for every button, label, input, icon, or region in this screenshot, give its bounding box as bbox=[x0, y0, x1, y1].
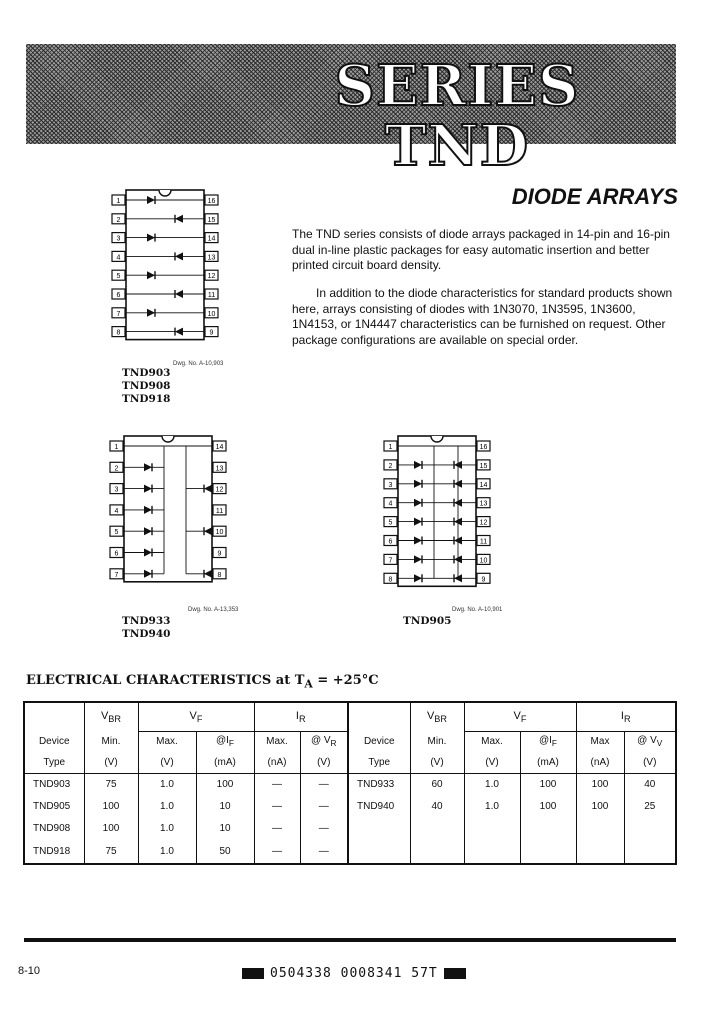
package-body bbox=[124, 436, 212, 582]
pin-number: 16 bbox=[207, 198, 216, 205]
page-number: 8-10 bbox=[18, 965, 41, 977]
pin-number: 8 bbox=[388, 576, 393, 584]
pin-number: 13 bbox=[215, 465, 224, 473]
diode-symbol bbox=[147, 196, 155, 204]
diode-symbol bbox=[414, 518, 422, 526]
pin-number: 10 bbox=[479, 557, 488, 565]
pin-number: 5 bbox=[388, 519, 393, 527]
drawing-number: Dwg. No. A-13,353 bbox=[188, 607, 239, 613]
diode-symbol bbox=[414, 480, 422, 488]
table-row: TND918 75 1.0 50 — — bbox=[24, 840, 676, 864]
intro-paragraph-1: The TND series consists of diode arrays packaged in 14-pin and 16-pin dual in-line plastic packages for easy automatic insertion and better printed circuit board density. bbox=[292, 227, 670, 272]
pin-number: 1 bbox=[114, 444, 119, 451]
diode-symbol bbox=[204, 485, 212, 493]
diode-symbol bbox=[414, 461, 422, 469]
table-row: TND908 100 1.0 10 — — bbox=[24, 818, 676, 840]
pin-number: 1 bbox=[388, 444, 393, 451]
diode-symbol bbox=[144, 506, 152, 514]
diode-symbol bbox=[204, 570, 212, 578]
package-diagram-tnd933 bbox=[108, 432, 228, 584]
diode-symbol bbox=[175, 215, 183, 223]
document-code: 0504338 0008341 57T bbox=[236, 966, 472, 981]
device-label: TND940 bbox=[122, 628, 171, 640]
pin-number: 14 bbox=[215, 444, 224, 451]
pin-number: 6 bbox=[388, 538, 393, 546]
device-label: TND903 bbox=[122, 367, 171, 379]
package-notch bbox=[431, 436, 443, 442]
block-mark bbox=[242, 968, 264, 979]
pin-number: 7 bbox=[116, 310, 121, 318]
device-labels-group-3 bbox=[403, 615, 451, 628]
section-title: DIODE ARRAYS bbox=[511, 184, 678, 209]
package-body bbox=[398, 436, 476, 586]
device-label: TND933 bbox=[122, 615, 171, 627]
pin-number: 12 bbox=[207, 273, 216, 281]
pin-number: 8 bbox=[116, 329, 121, 337]
electrical-characteristics-table bbox=[23, 701, 677, 865]
pin-number: 15 bbox=[479, 462, 488, 470]
pin-number: 4 bbox=[388, 500, 393, 508]
package-notch bbox=[159, 190, 171, 196]
diode-symbol bbox=[414, 574, 422, 582]
pin-number: 10 bbox=[207, 310, 216, 318]
pin-number: 9 bbox=[481, 576, 486, 584]
header-row-2: Device Min. Max. $@I_F$ Max. @ $V_R$ Device Min. Max. $@I_F$ Max @ $V_V$ bbox=[24, 732, 676, 752]
diode-symbol bbox=[144, 463, 152, 471]
pin-number: 4 bbox=[114, 507, 119, 515]
diode-symbol bbox=[144, 570, 152, 578]
diode-symbol bbox=[414, 499, 422, 507]
pin-number: 11 bbox=[215, 507, 224, 515]
diode-symbol bbox=[147, 234, 155, 242]
block-mark bbox=[444, 968, 466, 979]
pin-number: 1 bbox=[116, 198, 121, 205]
drawing-number: Dwg. No. A-10,903 bbox=[173, 361, 224, 367]
device-labels-group-2 bbox=[122, 615, 170, 641]
pin-number: 9 bbox=[217, 550, 222, 558]
pin-number: 6 bbox=[116, 292, 121, 299]
pin-number: 16 bbox=[479, 444, 488, 451]
electrical-characteristics-title: ELECTRICAL CHARACTERISTICS at $T_A = +25^\circ C$ bbox=[26, 673, 379, 691]
diode-symbol bbox=[144, 527, 152, 535]
diode-symbol bbox=[144, 549, 152, 557]
pin-number: 9 bbox=[209, 329, 214, 337]
series-title: SERIES TND bbox=[334, 53, 580, 179]
diode-symbol bbox=[144, 485, 152, 493]
device-label: TND905 bbox=[403, 615, 452, 627]
pin-number: 5 bbox=[114, 529, 119, 537]
pin-number: 14 bbox=[207, 235, 216, 243]
intro-paragraph-2: In addition to the diode characteristics for standard products shown here, arrays consisting of diodes with 1N3070, 1N3595, 1N3600, 1N4153, or 1N4447 characteristics can be furnished on request. Other package configurations are available on special order. bbox=[292, 286, 673, 347]
header-row-1: $V_{BR}$ $V_F$ $I_R$ $V_{BR}$ $V_F$ $I_R$ bbox=[24, 702, 676, 732]
package-diagram-tnd905 bbox=[382, 432, 492, 584]
pin-number: 13 bbox=[207, 254, 216, 262]
diode-symbol bbox=[175, 328, 183, 336]
diode-symbol bbox=[147, 271, 155, 279]
pin-number: 13 bbox=[479, 500, 488, 508]
pin-number: 3 bbox=[388, 481, 393, 489]
table-row: TND903 75 1.0 100 — — TND933 60 1.0 100 100 40 bbox=[24, 774, 676, 796]
device-label: TND918 bbox=[122, 393, 171, 405]
pin-number: 2 bbox=[116, 216, 121, 224]
pin-number: 10 bbox=[215, 529, 224, 537]
table-row: TND905 100 1.0 10 — — TND940 40 1.0 100 100 25 bbox=[24, 796, 676, 818]
diode-symbol bbox=[175, 252, 183, 260]
package-diagram-tnd903 bbox=[110, 186, 220, 336]
diode-symbol bbox=[147, 309, 155, 317]
pin-number: 11 bbox=[207, 292, 216, 299]
pin-number: 4 bbox=[116, 254, 121, 262]
pin-number: 5 bbox=[116, 273, 121, 281]
pin-number: 3 bbox=[114, 486, 119, 494]
footer-rule bbox=[24, 938, 676, 942]
device-label: TND908 bbox=[122, 380, 171, 392]
pin-number: 3 bbox=[116, 235, 121, 243]
pin-number: 12 bbox=[479, 519, 488, 527]
pin-number: 12 bbox=[215, 486, 224, 494]
diode-symbol bbox=[414, 555, 422, 563]
pin-number: 7 bbox=[388, 557, 393, 565]
pin-number: 6 bbox=[114, 550, 119, 558]
pin-number: 2 bbox=[388, 462, 393, 470]
drawing-number: Dwg. No. A-10,901 bbox=[452, 607, 503, 613]
header-row-3: Type (V) (V) (mA) (nA) (V) Type (V) (V) (mA) (nA) (V) bbox=[24, 751, 676, 774]
pin-number: 8 bbox=[217, 571, 222, 579]
pin-number: 15 bbox=[207, 216, 216, 224]
diode-symbol bbox=[414, 537, 422, 545]
pin-number: 2 bbox=[114, 465, 119, 473]
package-body bbox=[126, 190, 204, 340]
device-labels-group-1 bbox=[122, 367, 170, 406]
pin-number: 11 bbox=[479, 538, 488, 546]
package-notch bbox=[162, 436, 174, 442]
diode-symbol bbox=[204, 527, 212, 535]
pin-number: 7 bbox=[114, 571, 119, 579]
pin-number: 14 bbox=[479, 481, 488, 489]
diode-symbol bbox=[175, 290, 183, 298]
